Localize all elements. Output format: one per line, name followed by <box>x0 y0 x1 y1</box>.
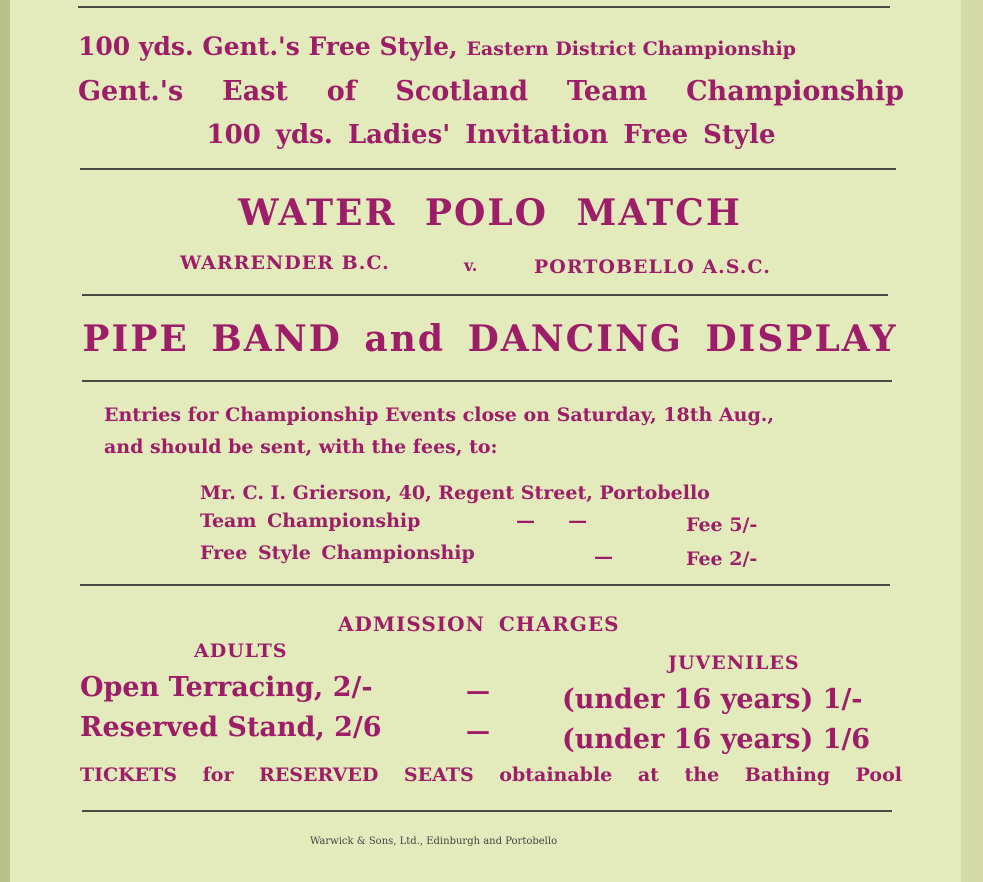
divider-5 <box>82 810 892 812</box>
event-line-3: 100 yds. Ladies' Invitation Free Style <box>206 120 776 150</box>
admission-dash: — <box>466 676 490 705</box>
water-polo-home-team: WARRENDER B.C. <box>180 252 390 274</box>
divider-4 <box>80 584 890 586</box>
scan-edge-right <box>961 0 983 882</box>
entries-line-2: and should be sent, with the fees, to: <box>104 436 498 458</box>
water-polo-versus: v. <box>464 256 478 275</box>
admission-title: ADMISSION CHARGES <box>338 612 620 636</box>
divider-3 <box>82 380 892 382</box>
entries-address: Mr. C. I. Grierson, 40, Regent Street, Portobello <box>200 482 710 504</box>
divider-2 <box>82 294 888 296</box>
admission-juvenile-price: (under 16 years) 1/- <box>562 684 863 715</box>
fee-row-dashes: — — <box>516 510 588 532</box>
event-line-1-sub: Eastern District Championship <box>466 38 796 60</box>
tickets-note: TICKETS for RESERVED SEATS obtainable at the Bathing Pool <box>80 764 902 786</box>
admission-dash: — <box>466 716 490 745</box>
display-title: PIPE BAND and DANCING DISPLAY <box>82 318 898 360</box>
water-polo-title: WATER POLO MATCH <box>238 192 742 234</box>
event-line-2: Gent.'s East of Scotland Team Championship <box>78 76 904 107</box>
fee-row-event: Team Championship <box>200 510 421 532</box>
fee-row-dashes: — <box>594 546 613 568</box>
fee-row-event: Free Style Championship <box>200 542 475 564</box>
admission-adult-price: Open Terracing, 2/- <box>80 672 373 703</box>
divider-1 <box>80 168 896 170</box>
event-line-1-main: 100 yds. Gent.'s Free Style, <box>78 32 458 61</box>
water-polo-away-team: PORTOBELLO A.S.C. <box>534 256 771 278</box>
admission-adult-price: Reserved Stand, 2/6 <box>80 712 382 743</box>
fee-row-fee: Fee 2/- <box>686 548 758 570</box>
admission-juvenile-price: (under 16 years) 1/6 <box>562 724 871 755</box>
adults-header: ADULTS <box>194 640 288 662</box>
entries-line-1: Entries for Championship Events close on Saturday, 18th Aug., <box>104 404 775 426</box>
scan-edge-left <box>0 0 10 882</box>
printer-imprint: Warwick & Sons, Ltd., Edinburgh and Portobello <box>310 836 558 847</box>
divider-top <box>78 6 890 8</box>
event-line-1 <box>78 32 796 61</box>
fee-row-fee: Fee 5/- <box>686 514 758 536</box>
juveniles-header: JUVENILES <box>668 652 800 674</box>
